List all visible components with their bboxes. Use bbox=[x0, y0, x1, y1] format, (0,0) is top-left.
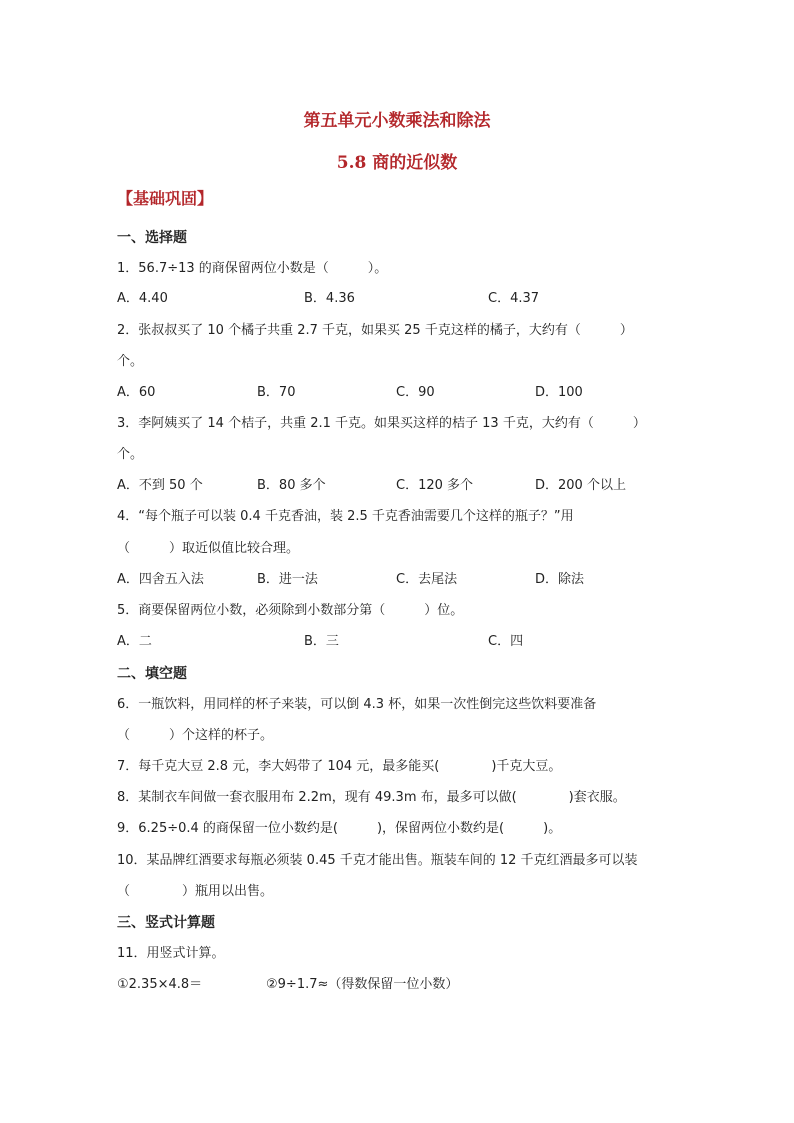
question-2-line-2: 个。 bbox=[117, 354, 144, 369]
consolidation-heading: 【基础巩固】 bbox=[117, 189, 214, 208]
question-5: 5．商要保留两位小数，必须除到小数部分第（ ）位。 bbox=[117, 603, 464, 618]
q3-option-b: B．80 多个 bbox=[257, 478, 326, 493]
q4-option-a: A．四舍五入法 bbox=[117, 572, 204, 587]
question-7: 7．每千克大豆 2.8 元，李大妈带了 104 元，最多能买( )千克大豆。 bbox=[117, 759, 562, 774]
question-10-line-1: 10．某品牌红酒要求每瓶必须装 0.45 千克才能出售。瓶装车间的 12 千克红酒最多可以装 bbox=[117, 853, 638, 868]
q1-option-b: B．4.36 bbox=[304, 291, 355, 306]
section-calc-heading: 三、竖式计算题 bbox=[117, 915, 215, 931]
q3-option-a: A．不到 50 个 bbox=[117, 478, 203, 493]
question-3-line-2: 个。 bbox=[117, 447, 144, 462]
q4-option-b: B．进一法 bbox=[257, 572, 318, 587]
lesson-subtitle: 5.8 商的近似数 bbox=[336, 153, 458, 173]
q3-option-c: C．120 多个 bbox=[396, 478, 474, 493]
q1-option-a: A．4.40 bbox=[117, 291, 168, 306]
question-9: 9．6.25÷0.4 的商保留一位小数约是( )，保留两位小数约是( )。 bbox=[117, 821, 562, 836]
question-11-part-a: ①2.35×4.8＝ bbox=[117, 977, 203, 992]
page-title: 第五单元小数乘法和除法 bbox=[303, 111, 491, 131]
q5-option-b: B．三 bbox=[304, 634, 339, 649]
q3-option-d: D．200 个以上 bbox=[535, 478, 626, 493]
question-10-line-2: （ ）瓶用以出售。 bbox=[117, 884, 274, 899]
question-2-line-1: 2．张叔叔买了 10 个橘子共重 2.7 千克，如果买 25 千克这样的橘子，大约有（ ） bbox=[117, 323, 633, 338]
q2-option-b: B．70 bbox=[257, 385, 296, 400]
q2-option-c: C．90 bbox=[396, 385, 435, 400]
question-4-line-2: （ ）取近似值比较合理。 bbox=[117, 541, 300, 556]
section-fill-heading: 二、填空题 bbox=[117, 666, 187, 682]
question-6-line-1: 6．一瓶饮料，用同样的杯子来装，可以倒 4.3 杯，如果一次性倒完这些饮料要准备 bbox=[117, 697, 597, 712]
q4-option-d: D．除法 bbox=[535, 572, 585, 587]
question-8: 8．某制衣车间做一套衣服用布 2.2m，现有 49.3m 布，最多可以做( )套衣服。 bbox=[117, 790, 626, 805]
q2-option-a: A．60 bbox=[117, 385, 156, 400]
q2-option-d: D．100 bbox=[535, 385, 583, 400]
question-6-line-2: （ ）个这样的杯子。 bbox=[117, 728, 274, 743]
question-1: 1．56.7÷13 的商保留两位小数是（ ）。 bbox=[117, 261, 388, 276]
q1-option-c: C．4.37 bbox=[488, 291, 540, 306]
q5-option-a: A．二 bbox=[117, 634, 152, 649]
question-4-line-1: 4．“每个瓶子可以装 0.4 千克香油，装 2.5 千克香油需要几个这样的瓶子？”用 bbox=[117, 509, 574, 524]
q5-option-c: C．四 bbox=[488, 634, 524, 649]
question-11-part-b: ②9÷1.7≈（得数保留一位小数） bbox=[266, 977, 459, 992]
q4-option-c: C．去尾法 bbox=[396, 572, 458, 587]
section-choice-heading: 一、选择题 bbox=[117, 230, 187, 246]
question-11: 11．用竖式计算。 bbox=[117, 946, 225, 961]
question-3-line-1: 3．李阿姨买了 14 个桔子，共重 2.1 千克。如果买这样的桔子 13 千克，大约有（ ） bbox=[117, 416, 646, 431]
